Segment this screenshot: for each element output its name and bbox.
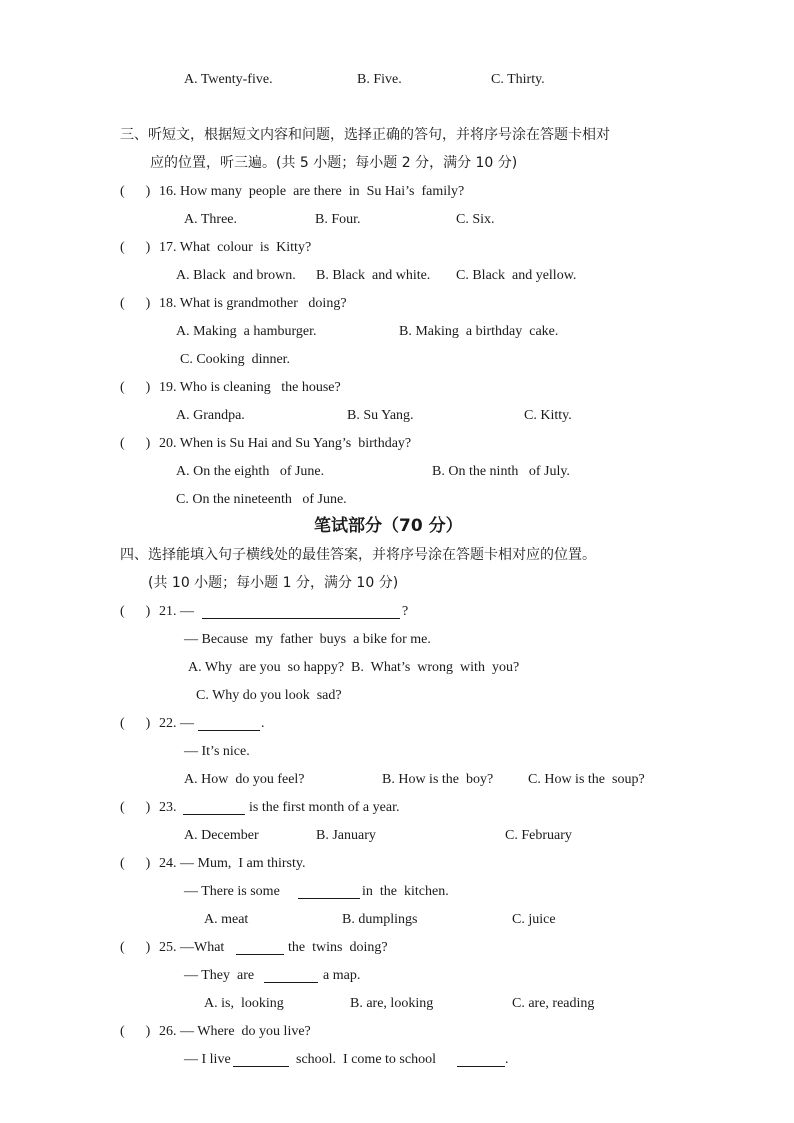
q22-blank — [198, 717, 260, 731]
q26-reply-start: — I live — [184, 1052, 231, 1067]
q18-option-b: B. Making a birthday cake. — [399, 324, 559, 339]
q23-blank — [183, 801, 245, 815]
q25-stem-start: 25. —What — [159, 940, 225, 955]
q15-option-a: A. Twenty-five. — [184, 72, 273, 87]
q26-stem: 26. — Where do you live? — [159, 1024, 311, 1039]
q24-blank — [298, 885, 360, 899]
q15-option-b: B. Five. — [357, 72, 402, 87]
q25-reply-end: a map. — [323, 968, 361, 983]
q19-paren: ( ) — [120, 380, 151, 395]
q26-reply-middle: school. I come to school — [296, 1052, 436, 1067]
q23-paren: ( ) — [120, 800, 151, 815]
q22-number: 22. — — [159, 716, 194, 731]
q16-option-a: A. Three. — [184, 212, 237, 227]
q16-option-c: C. Six. — [456, 212, 495, 227]
q20-paren: ( ) — [120, 436, 151, 451]
q26-blank-2 — [457, 1053, 505, 1067]
q22-option-a: A. How do you feel? — [184, 772, 305, 787]
section4-heading-line2: (共 10 小题；每小题 1 分，满分 10 分) — [148, 575, 399, 591]
q25-option-b: B. are, looking — [350, 996, 434, 1011]
q24-paren: ( ) — [120, 856, 151, 871]
q25-option-a: A. is, looking — [204, 996, 284, 1011]
q17-option-b: B. Black and white. — [316, 268, 431, 283]
section3-heading-line1: 三、听短文，根据短文内容和问题，选择正确的答句，并将序号涂在答题卡相对 — [120, 127, 610, 143]
q26-paren: ( ) — [120, 1024, 151, 1039]
q23-rest: is the first month of a year. — [249, 800, 400, 815]
q22-paren: ( ) — [120, 716, 151, 731]
q24-option-b: B. dumplings — [342, 912, 418, 927]
q18-paren: ( ) — [120, 296, 151, 311]
q25-blank-2 — [264, 969, 318, 983]
q18-stem: 18. What is grandmother doing? — [159, 296, 347, 311]
q18-option-c: C. Cooking dinner. — [180, 352, 291, 367]
q18-option-a: A. Making a hamburger. — [176, 324, 317, 339]
q25-blank-1 — [236, 941, 284, 955]
q23-option-b: B. January — [316, 828, 376, 843]
q17-option-c: C. Black and yellow. — [456, 268, 577, 283]
q17-paren: ( ) — [120, 240, 151, 255]
q22-end: . — [261, 716, 265, 731]
q20-stem: 20. When is Su Hai and Su Yang’s birthday? — [159, 436, 412, 451]
written-section-title: 笔试部分（70 分） — [314, 516, 463, 536]
q23-option-a: A. December — [184, 828, 259, 843]
q16-stem: 16. How many people are there in Su Hai’s family? — [159, 184, 465, 199]
q21-reply: — Because my father buys a bike for me. — [184, 632, 431, 647]
q16-paren: ( ) — [120, 184, 151, 199]
q21-option-c: C. Why do you look sad? — [196, 688, 342, 703]
q25-paren: ( ) — [120, 940, 151, 955]
q21-end: ? — [402, 604, 409, 619]
q24-option-c: C. juice — [512, 912, 556, 927]
section3-heading-line2: 应的位置，听三遍。(共 5 小题；每小题 2 分，满分 10 分) — [150, 155, 518, 171]
q21-option-ab: A. Why are you so happy? B. What’s wrong with you? — [188, 660, 520, 675]
q24-stem: 24. — Mum, I am thirsty. — [159, 856, 306, 871]
q17-option-a: A. Black and brown. — [176, 268, 296, 283]
q25-reply-start: — They are — [184, 968, 255, 983]
q20-option-b: B. On the ninth of July. — [432, 464, 570, 479]
q21-blank — [202, 605, 400, 619]
q19-stem: 19. Who is cleaning the house? — [159, 380, 341, 395]
q20-option-a: A. On the eighth of June. — [176, 464, 325, 479]
q25-stem-end: the twins doing? — [288, 940, 388, 955]
q20-option-c: C. On the nineteenth of June. — [176, 492, 347, 507]
q23-number: 23. — [159, 800, 177, 815]
section4-heading-line1: 四、选择能填入句子横线处的最佳答案，并将序号涂在答题卡相对应的位置。 — [120, 547, 596, 563]
q15-option-c: C. Thirty. — [491, 72, 545, 87]
q23-option-c: C. February — [505, 828, 572, 843]
q21-paren: ( ) — [120, 604, 151, 619]
q24-reply-end: in the kitchen. — [362, 884, 449, 899]
q22-reply: — It’s nice. — [184, 744, 250, 759]
q22-option-c: C. How is the soup? — [528, 772, 645, 787]
q19-option-c: C. Kitty. — [524, 408, 572, 423]
q21-number: 21. — — [159, 604, 194, 619]
q24-reply-start: — There is some — [184, 884, 280, 899]
q26-blank-1 — [233, 1053, 289, 1067]
q22-option-b: B. How is the boy? — [382, 772, 494, 787]
q25-option-c: C. are, reading — [512, 996, 595, 1011]
q17-stem: 17. What colour is Kitty? — [159, 240, 312, 255]
q26-reply-end: . — [505, 1052, 509, 1067]
q19-option-a: A. Grandpa. — [176, 408, 245, 423]
q19-option-b: B. Su Yang. — [347, 408, 414, 423]
q24-option-a: A. meat — [204, 912, 249, 927]
q16-option-b: B. Four. — [315, 212, 361, 227]
